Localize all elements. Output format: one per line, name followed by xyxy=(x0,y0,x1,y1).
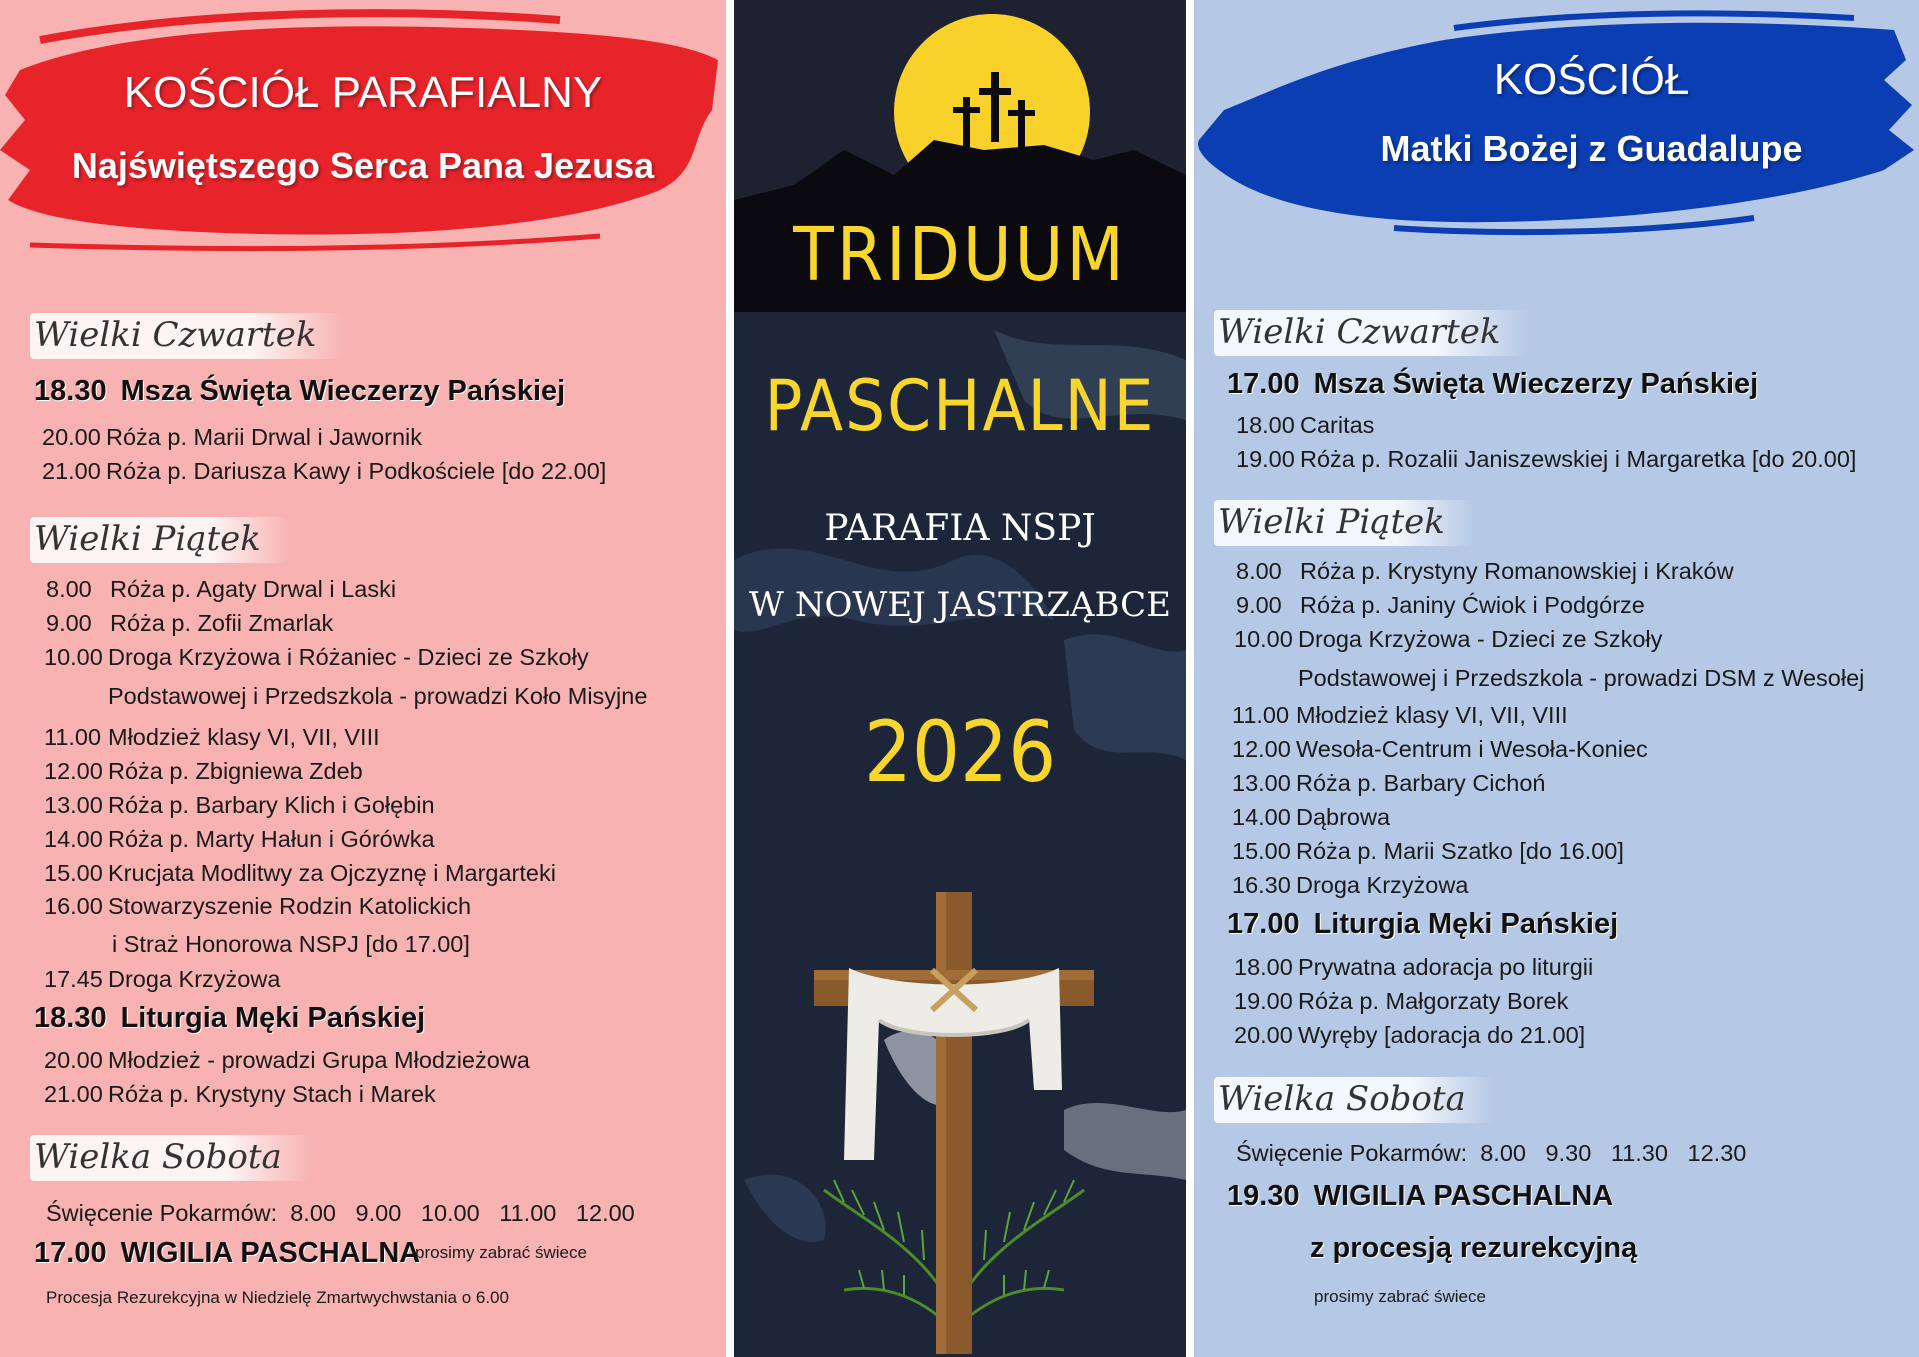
row-text: Droga Krzyżowa - Dzieci ze Szkoły xyxy=(1298,626,1663,652)
event-title: Msza Święta Wieczerzy Pańskiej xyxy=(120,375,566,407)
row-text: Młodzież klasy VI, VII, VIII xyxy=(1296,702,1568,728)
row-time: 9.00 xyxy=(1236,592,1282,618)
schedule-row xyxy=(1232,770,1545,797)
row-text: Róża p. Zofii Zmarlak xyxy=(110,610,334,636)
schedule-row xyxy=(44,683,647,710)
left-header-subtitle: Najświętszego Serca Pana Jezusa xyxy=(71,145,655,186)
year: 2026 xyxy=(863,703,1057,801)
candle-note: prosimy zabrać świece xyxy=(1314,1287,1486,1306)
row-text: Róża p. Małgorzaty Borek xyxy=(1298,988,1569,1014)
row-time: 15.00 xyxy=(44,860,103,886)
schedule-row xyxy=(44,792,435,819)
event-title: Msza Święta Wieczerzy Pańskiej xyxy=(1313,368,1759,400)
schedule-row xyxy=(1234,626,1662,653)
day-heading-thursday: Wielki Czwartek xyxy=(30,313,346,359)
red-brush-banner xyxy=(0,0,726,260)
blessing-times: Święcenie Pokarmów: 8.00 9.00 10.00 11.00 12.00 xyxy=(46,1200,635,1226)
row-text: Róża p. Marii Drwal i Jawornik xyxy=(106,424,423,450)
candle-note: prosimy zabrać świece xyxy=(415,1243,587,1262)
title-paschalne: PASCHALNE xyxy=(764,365,1156,447)
procession-note: Procesja Rezurekcyjna w Niedzielę Zmartwychwstania o 6.00 xyxy=(46,1288,509,1307)
row-time: 21.00 xyxy=(42,458,101,484)
event-time: 17.00 xyxy=(1227,368,1300,400)
event-time: 19.30 xyxy=(1227,1180,1300,1212)
row-time: 18.00 xyxy=(1234,954,1293,980)
row-time: 12.00 xyxy=(1232,736,1291,762)
row-text: Róża p. Dariusza Kawy i Podkościele [do 22.00] xyxy=(106,458,607,484)
row-text: Róża p. Barbary Klich i Gołębin xyxy=(108,792,435,818)
schedule-row xyxy=(46,576,396,603)
row-text: Róża p. Krystyny Romanowskiej i Kraków xyxy=(1300,558,1734,584)
schedule-row xyxy=(1234,988,1568,1015)
schedule-row xyxy=(1236,558,1734,585)
right-header-title: KOŚCIÓŁ xyxy=(1493,55,1690,104)
row-time: 13.00 xyxy=(44,792,103,818)
row-text: Róża p. Janiny Ćwiok i Podgórze xyxy=(1300,592,1645,618)
schedule-row xyxy=(1236,592,1645,619)
row-text: Podstawowej i Przedszkola - prowadzi DSM z Wesołej xyxy=(1298,665,1865,691)
event-title: Liturgia Męki Pańskiej xyxy=(120,1002,426,1034)
schedule-row xyxy=(44,826,435,853)
row-text: Dąbrowa xyxy=(1296,804,1391,830)
row-time: 10.00 xyxy=(1234,626,1293,652)
row-text: Młodzież - prowadzi Grupa Młodzieżowa xyxy=(108,1047,530,1073)
right-header-subtitle: Matki Bożej z Guadalupe xyxy=(1380,128,1803,169)
cross-with-shroud-icon xyxy=(804,890,1104,1357)
event-time: 17.00 xyxy=(1227,908,1300,940)
schedule-row xyxy=(1234,1022,1585,1049)
row-time: 9.00 xyxy=(46,610,92,636)
row-text: Róża p. Zbigniewa Zdeb xyxy=(108,758,363,784)
schedule-row xyxy=(1232,702,1568,729)
schedule-row xyxy=(44,644,589,671)
row-time: 19.00 xyxy=(1236,446,1295,472)
row-time: 16.30 xyxy=(1232,872,1291,898)
row-text: Podstawowej i Przedszkola - prowadzi Koło Misyjne xyxy=(108,683,648,709)
row-time: 21.00 xyxy=(44,1081,103,1107)
row-text: i Straż Honorowa NSPJ [do 17.00] xyxy=(112,931,470,957)
row-time: 20.00 xyxy=(1234,1022,1293,1048)
left-panel xyxy=(0,0,726,1357)
schedule-row xyxy=(44,1081,436,1108)
schedule-row xyxy=(44,1047,530,1074)
title-triduum: TRIDUUM xyxy=(793,212,1127,298)
day-heading-saturday: Wielka Sobota xyxy=(30,1135,312,1181)
row-time: 14.00 xyxy=(1232,804,1291,830)
event-title: WIGILIA PASCHALNA xyxy=(1313,1180,1614,1212)
event-title: WIGILIA PASCHALNA xyxy=(120,1237,421,1269)
row-time: 16.00 xyxy=(44,893,103,919)
row-time: 12.00 xyxy=(44,758,103,784)
row-text: Krucjata Modlitwy za Ojczyznę i Margarteki xyxy=(108,860,556,886)
row-time: 8.00 xyxy=(46,576,92,602)
main-event xyxy=(1227,908,1618,941)
schedule-row xyxy=(44,966,280,993)
schedule-row xyxy=(1234,954,1593,981)
event-time: 18.30 xyxy=(34,1002,107,1034)
row-time: 20.00 xyxy=(44,1047,103,1073)
day-heading-saturday: Wielka Sobota xyxy=(1214,1077,1496,1123)
row-text: Prywatna adoracja po liturgii xyxy=(1298,954,1594,980)
row-text: Droga Krzyżowa xyxy=(108,966,281,992)
row-text: Róża p. Agaty Drwal i Laski xyxy=(110,576,397,602)
row-text: Caritas xyxy=(1300,412,1375,438)
row-text: Róża p. Marii Szatko [do 16.00] xyxy=(1296,838,1624,864)
schedule-row xyxy=(48,931,470,958)
row-text: Róża p. Barbary Cichoń xyxy=(1296,770,1546,796)
event-time: 18.30 xyxy=(34,375,107,407)
vigil-event xyxy=(1227,1180,1613,1213)
row-time: 19.00 xyxy=(1234,988,1293,1014)
row-time: 20.00 xyxy=(42,424,101,450)
row-text: Droga Krzyżowa xyxy=(1296,872,1469,898)
blessing-times: Święcenie Pokarmów: 8.00 9.30 11.30 12.30 xyxy=(1236,1140,1747,1166)
row-time: 14.00 xyxy=(44,826,103,852)
center-panel xyxy=(734,0,1186,1357)
row-time: 17.45 xyxy=(44,966,103,992)
parish-place: W NOWEJ JASTRZĄBCE xyxy=(749,585,1171,625)
schedule-row xyxy=(44,860,556,887)
row-text: Róża p. Rozalii Janiszewskiej i Margaretka [do 20.00] xyxy=(1300,446,1857,472)
schedule-row xyxy=(1234,665,1864,692)
event-title: Liturgia Męki Pańskiej xyxy=(1313,908,1619,940)
row-time: 13.00 xyxy=(1232,770,1291,796)
row-text: Wyręby [adoracja do 21.00] xyxy=(1298,1022,1586,1048)
schedule-row xyxy=(1232,872,1468,899)
vigil-event xyxy=(34,1237,420,1270)
day-heading-thursday: Wielki Czwartek xyxy=(1214,310,1530,356)
main-event xyxy=(34,1002,425,1035)
row-time: 11.00 xyxy=(44,724,102,750)
row-text: Stowarzyszenie Rodzin Katolickich xyxy=(108,893,472,919)
row-time: 18.00 xyxy=(1236,412,1295,438)
row-time: 11.00 xyxy=(1232,702,1290,728)
schedule-row xyxy=(1236,412,1374,439)
vigil-subtitle: z procesją rezurekcyjną xyxy=(1310,1232,1638,1264)
schedule-row xyxy=(42,424,422,451)
schedule-row xyxy=(1232,838,1624,865)
row-time: 10.00 xyxy=(44,644,103,670)
schedule-row xyxy=(1232,804,1390,831)
row-text: Wesoła-Centrum i Wesoła-Koniec xyxy=(1296,736,1648,762)
day-heading-friday: Wielki Piątek xyxy=(1214,500,1475,546)
schedule-row xyxy=(46,610,333,637)
row-text: Róża p. Marty Hałun i Górówka xyxy=(108,826,435,852)
main-event xyxy=(34,375,565,408)
schedule-row xyxy=(44,758,363,785)
schedule-row xyxy=(1236,446,1856,473)
row-text: Róża p. Krystyny Stach i Marek xyxy=(108,1081,436,1107)
schedule-row xyxy=(44,893,471,920)
schedule-row xyxy=(42,458,606,485)
schedule-row xyxy=(1232,736,1648,763)
left-header-title: KOŚCIÓŁ PARAFIALNY xyxy=(123,68,603,117)
main-event xyxy=(1227,368,1758,401)
row-text: Młodzież klasy VI, VII, VIII xyxy=(108,724,380,750)
event-time: 17.00 xyxy=(34,1237,107,1269)
day-heading-friday: Wielki Piątek xyxy=(30,517,291,563)
right-panel xyxy=(1194,0,1919,1357)
row-time: 15.00 xyxy=(1232,838,1291,864)
schedule-row xyxy=(44,724,380,751)
row-text: Droga Krzyżowa i Różaniec - Dzieci ze Szkoły xyxy=(108,644,589,670)
row-time: 8.00 xyxy=(1236,558,1282,584)
parish-name: PARAFIA NSPJ xyxy=(824,508,1096,549)
